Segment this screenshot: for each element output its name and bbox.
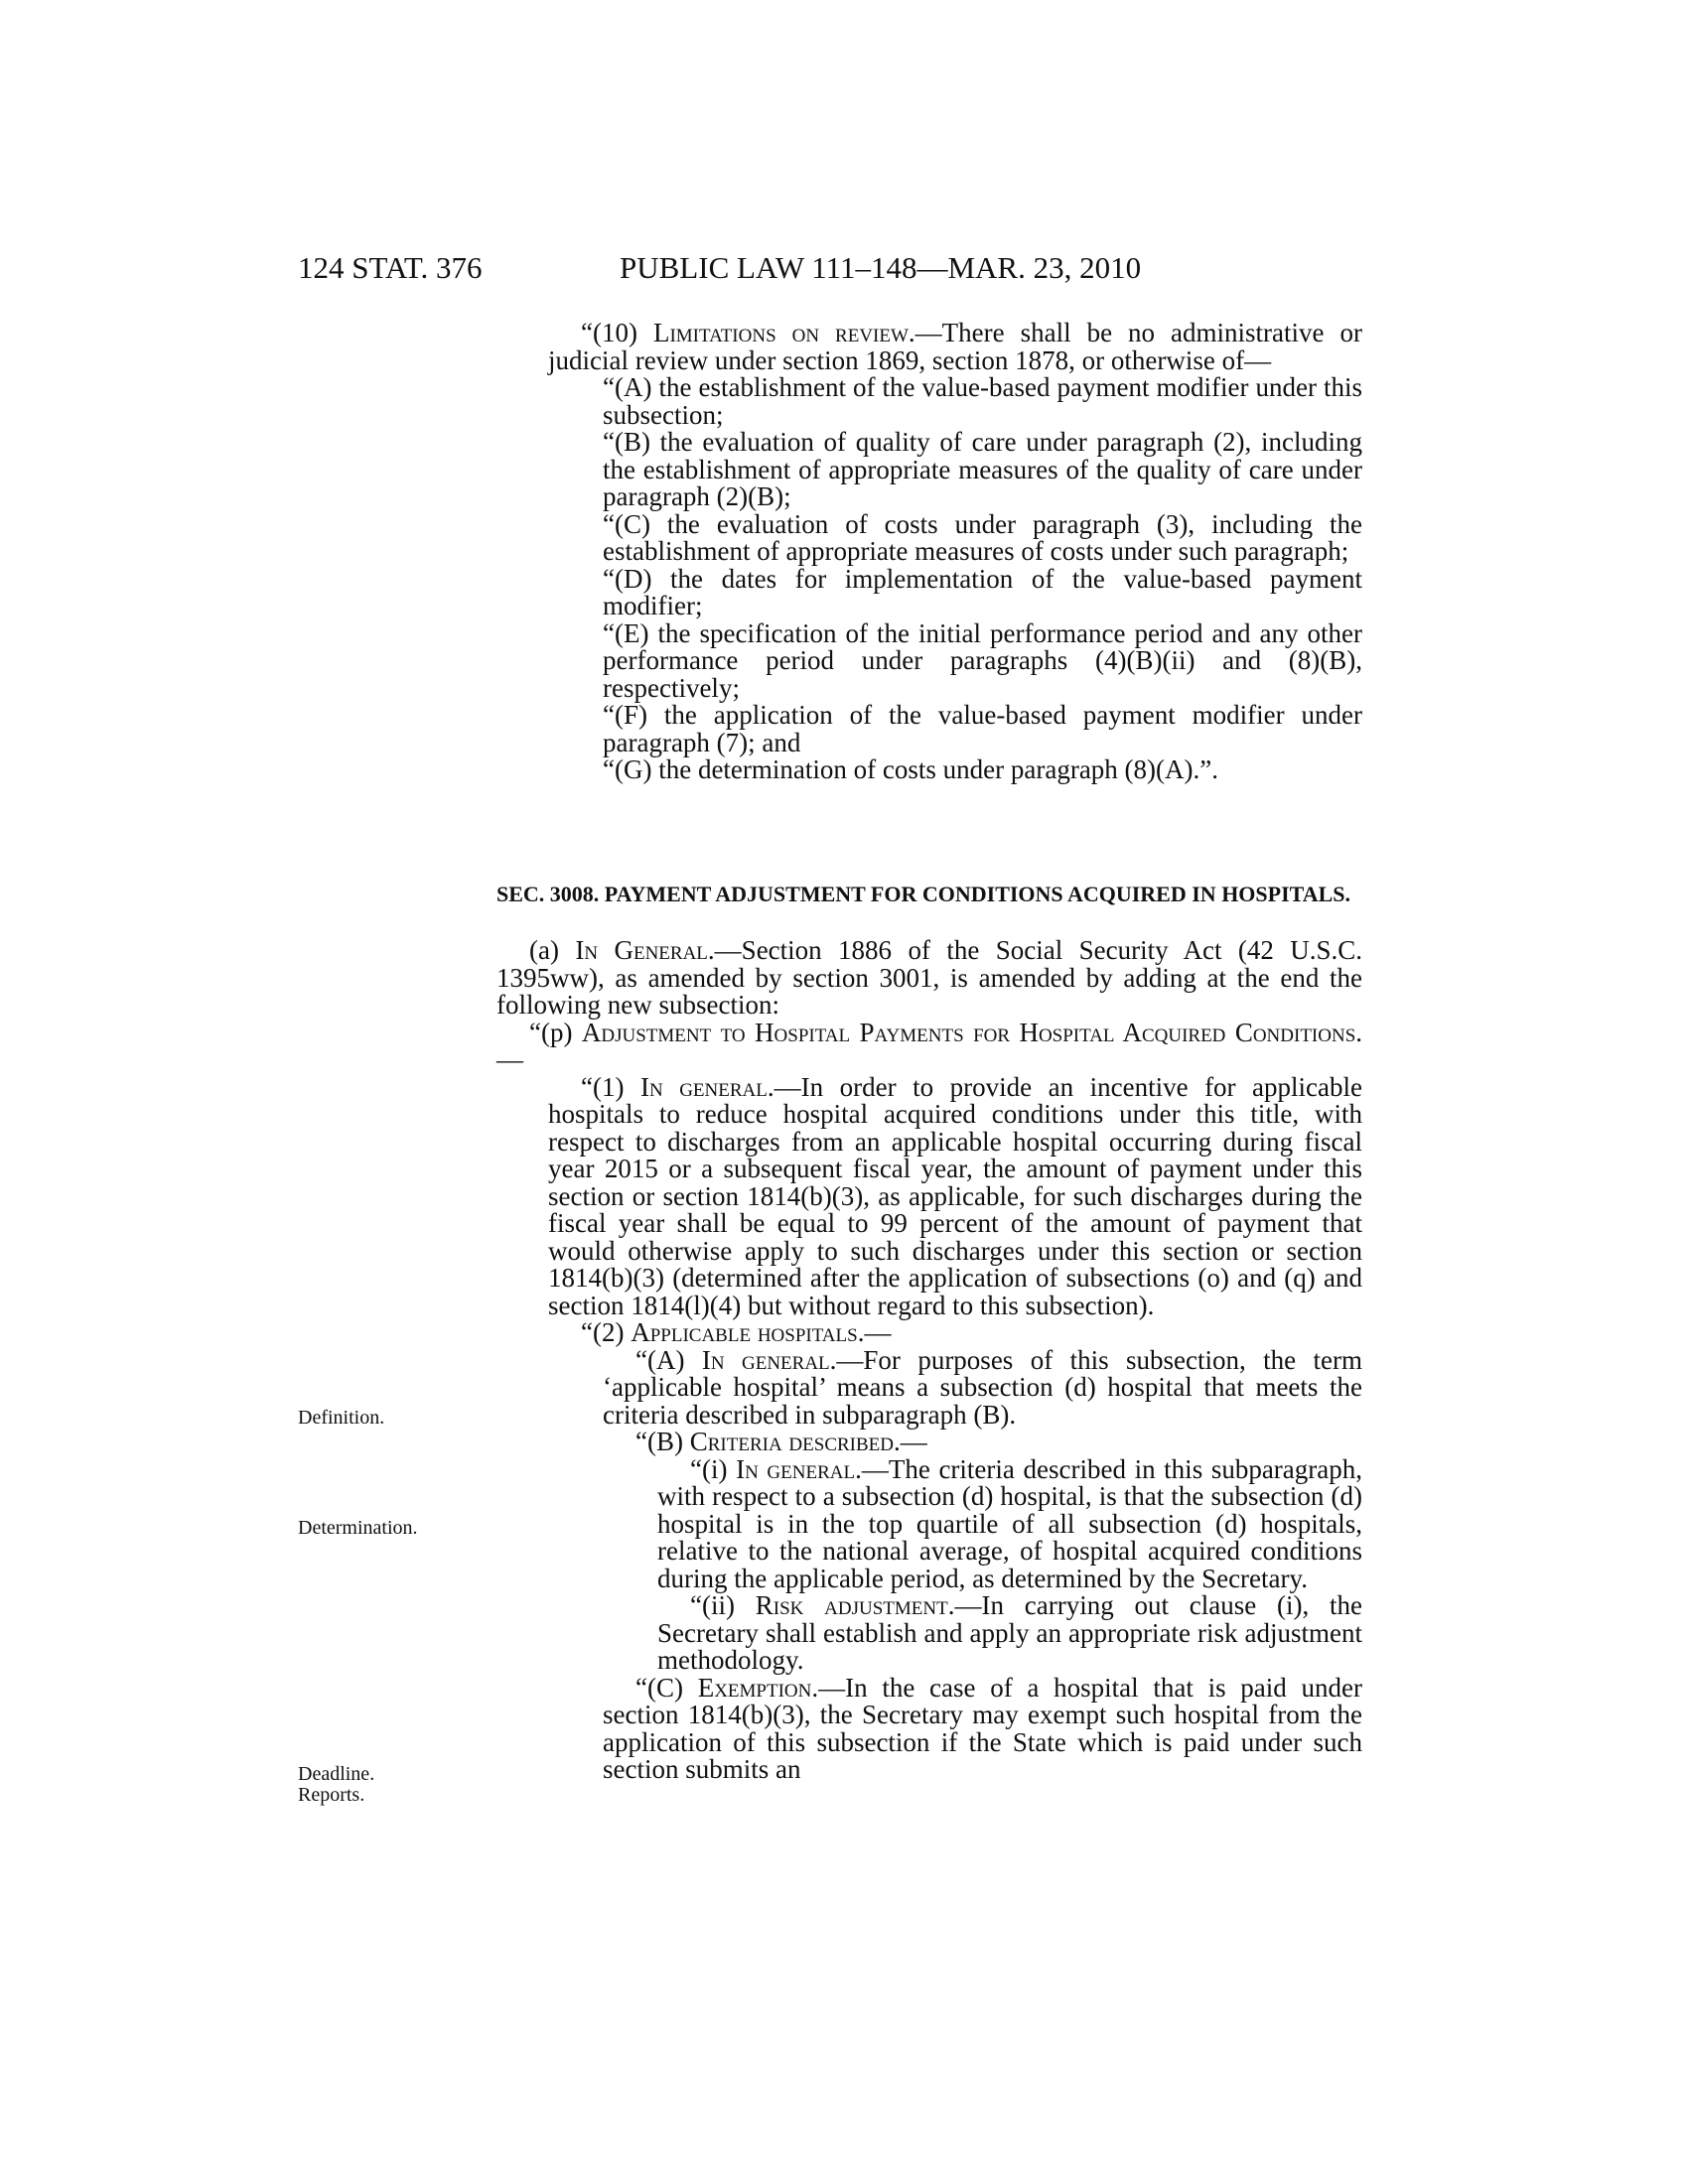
p10-text: .—There shall be no administrative or judicial review under section 1869, section 1878, or otherwise of—: [548, 318, 1362, 375]
a-text: .—Section 1886 of the Social Security Act (42 U.S.C. 1395ww), as amended by section 3001, is amended by adding at the end the following new subsection:: [496, 935, 1363, 1020]
item-c: “(C) the evaluation of costs under paragraph (3), including the establishment of appropriate measures of costs under such paragraph;: [603, 508, 1362, 566]
A-lead: “(A): [635, 1344, 702, 1375]
B-tail: .—: [894, 1427, 927, 1456]
ii-text: .—In carrying out clause (i), the Secretary shall establish and apply an appropriate risk adjustment methodology.: [657, 1590, 1362, 1675]
a-lead: (a): [529, 935, 576, 965]
ii-heading: Risk adjustment: [755, 1590, 948, 1620]
item-g: “(G) the determination of costs under paragraph (8)(A).”.: [603, 754, 1218, 784]
subparagraph-b: [496, 1429, 1362, 1456]
subsection-a: [496, 937, 1362, 1020]
A-heading: In general: [701, 1344, 830, 1375]
subparagraph-a: [496, 1344, 1363, 1430]
item-f: “(F) the application of the value-based payment modifier under paragraph (7); and: [603, 700, 1362, 757]
margin-note-reports: Reports.: [298, 1784, 365, 1806]
page-running-title: PUBLIC LAW 111–148—MAR. 23, 2010: [620, 250, 1142, 285]
item-b: “(B) the evaluation of quality of care under paragraph (2), including the establishment of appropriate measures of the quality of care under paragraph (2)(B);: [603, 427, 1362, 511]
a-heading: In General: [575, 935, 708, 965]
subparagraph-c: [496, 1672, 1362, 1784]
B-heading: Criteria described: [689, 1427, 894, 1456]
page-stat-citation: 124 STAT. 376: [298, 250, 483, 285]
i-lead: “(i): [690, 1453, 737, 1484]
item-d: “(D) the dates for implementation of the value-based payment modifier;: [603, 563, 1362, 620]
clause-i: [496, 1453, 1363, 1593]
margin-note-determination: Determination.: [298, 1517, 418, 1539]
p10-lead: “(10): [581, 318, 653, 347]
B-lead: “(B): [635, 1427, 690, 1456]
p2-heading: Applicable hospitals: [631, 1317, 858, 1347]
paragraph-2: [496, 1319, 1362, 1347]
paragraph-1: [496, 1071, 1362, 1320]
C-heading: Exemption: [697, 1672, 812, 1703]
p10-heading: Limitations on review: [652, 318, 909, 347]
clause-ii: [496, 1592, 1362, 1675]
p1-heading: In general: [639, 1071, 768, 1102]
p-tail: .—: [496, 1017, 1363, 1074]
p2-lead: “(2): [581, 1317, 632, 1347]
p-heading: Adjustment to Hospital Payments for Hospital Acquired Conditions: [581, 1017, 1356, 1047]
C-text: .—In the case of a hospital that is paid under section 1814(b)(3), the Secretary may exempt such hospital from the application of this subsection if the State which is paid under such section submits an: [603, 1672, 1362, 1784]
margin-note-definition: Definition.: [298, 1407, 385, 1429]
p2-tail: .—: [857, 1317, 892, 1347]
paragraph-10: [548, 320, 1362, 784]
section-heading-text: SEC. 3008. PAYMENT ADJUSTMENT FOR CONDITIONS ACQUIRED IN HOSPITALS.: [496, 882, 1350, 906]
ii-lead: “(ii): [690, 1590, 756, 1620]
section-body: [496, 937, 1362, 1784]
i-heading: In general: [736, 1453, 856, 1484]
p-lead: “(p): [529, 1017, 582, 1047]
C-lead: “(C): [635, 1672, 698, 1703]
i-text: .—The criteria described in this subparagraph, with respect to a subsection (d) hospital, is that the subsection (d) hospital is in the top quartile of all subsection (d) hospitals, relative to the national average, of hospital acquired conditions during the applicable period, as determined by the Secretary.: [657, 1453, 1363, 1593]
p1-text: .—In order to provide an incentive for applicable hospitals to reduce hospital acquired conditions under this title, with respect to discharges from an applicable hospital occurring during fiscal year 2015 or a subsequent fiscal year, the amount of payment under this section or section 1814(b)(3), as applicable, for such discharges during the fiscal year shall be equal to 99 percent of the amount of payment that would otherwise apply to such discharges under this section or section 1814(b)(3) (determined after the application of subsections (o) and (q) and section 1814(l)(4) but without regard to this subsection).: [548, 1071, 1362, 1320]
margin-note-deadline: Deadline.: [298, 1763, 375, 1785]
subsection-p: [496, 1017, 1363, 1074]
p1-lead: “(1): [581, 1071, 640, 1102]
A-text: .—For purposes of this subsection, the term ‘applicable hospital’ means a subsection (d) hospital that meets the criteria described in subparagraph (B).: [603, 1344, 1363, 1430]
item-a: “(A) the establishment of the value-based payment modifier under this subsection;: [603, 372, 1362, 430]
section-heading: [496, 882, 1362, 906]
item-e: “(E) the specification of the initial performance period and any other performance period under paragraphs (4)(B)(ii) and (8)(B), respectively;: [603, 617, 1362, 703]
